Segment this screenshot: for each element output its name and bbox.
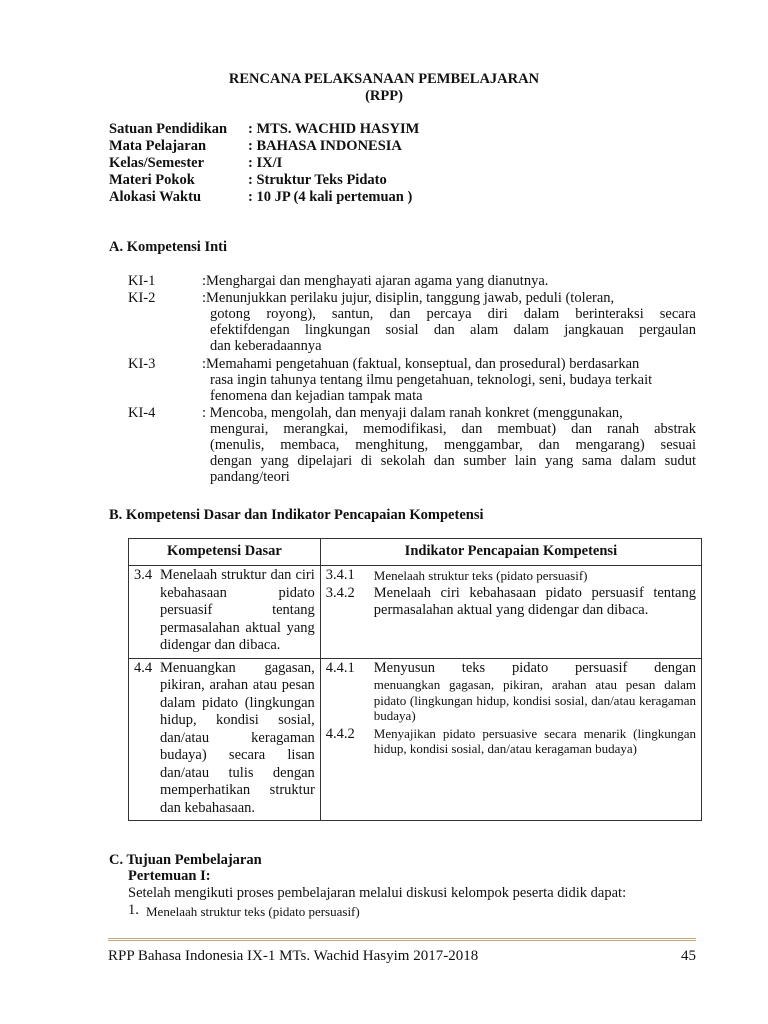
ki-line: mengurai, merangkai, memodifikasi, dan membuat) dan ranah abstrak: [210, 421, 696, 437]
indicator-item: [326, 726, 696, 757]
identity-label: Kelas/Semester: [109, 155, 205, 171]
ki-code: KI-1: [128, 273, 156, 289]
document-title: RENCANA PELAKSANAAN PEMBELAJARAN: [228, 71, 540, 87]
indicator-number: 3.4.1: [325, 567, 355, 583]
kd-cell: [129, 658, 321, 821]
identity-label: Alokasi Waktu: [109, 189, 202, 205]
table-header-kd: Kompetensi Dasar: [129, 539, 321, 566]
table-row: [129, 566, 702, 659]
ki-line: rasa ingin tahunya tentang ilmu pengetahuan, teknologi, seni, budaya terkait: [210, 372, 653, 388]
indicator-number: 4.4.1: [325, 659, 355, 676]
identity-value: : 10 JP (4 kali pertemuan ): [248, 189, 413, 205]
indicator-item-cont: [326, 677, 696, 724]
ki-line: efektifdengan lingkungan sosial dan alam dalam jangkauan pergaulan: [210, 322, 696, 338]
indicator-text: Menyajikan pidato persuasive secara menarik (lingkungan hidup, kondisi sosial, dan/atau keragaman budaya): [373, 725, 696, 756]
indicator-text: menuangkan gagasan, pikiran, arahan atau pesan dalam pidato (lingkungan hidup, kondisi sosial, dan/atau keragaman budaya): [373, 677, 696, 723]
document-subtitle: (RPP): [365, 88, 403, 104]
ki-line: :Menghargai dan menghayati ajaran agama yang dianutnya.: [202, 273, 549, 289]
indicator-text: Menyusun teks pidato persuasif dengan: [373, 659, 696, 676]
identity-value: : MTS. WACHID HASYIM: [248, 121, 420, 137]
ki-code: KI-3: [128, 356, 156, 372]
objective-intro: Setelah mengikuti proses pembelajaran melalui diskusi kelompok peserta didik dapat:: [128, 885, 627, 901]
page-number: 45: [681, 948, 696, 964]
indicator-item: [326, 585, 696, 620]
ki-line: dengan yang dipelajari di sekolah dan sumber lain yang sama dalam sudut: [210, 453, 696, 469]
ki-line: :Memahami pengetahuan (faktual, konseptual, dan prosedural) berdasarkan: [202, 356, 640, 372]
indicator-cell: [320, 658, 701, 821]
section-b-heading: B. Kompetensi Dasar dan Indikator Pencapaian Kompetensi: [109, 507, 484, 523]
section-c-heading: C. Tujuan Pembelajaran: [109, 852, 262, 868]
ki-line: (menulis, membaca, menghitung, menggambar, dan mengarang) sesuai: [210, 437, 696, 453]
table-header-indicator: Indikator Pencapaian Kompetensi: [320, 539, 701, 566]
identity-value: : Struktur Teks Pidato: [248, 172, 387, 188]
competency-table: [128, 538, 702, 821]
identity-label: Satuan Pendidikan: [109, 121, 228, 137]
objective-text: Menelaah struktur teks (pidato persuasif): [146, 904, 360, 919]
footer-text: RPP Bahasa Indonesia IX-1 MTs. Wachid Hasyim 2017-2018: [108, 948, 479, 964]
identity-value: : IX/I: [248, 155, 283, 171]
ki-line: pandang/teori: [210, 469, 290, 485]
identity-label: Materi Pokok: [109, 172, 195, 188]
ki-line: fenomena dan kejadian tampak mata: [210, 388, 423, 404]
ki-line: dan keberadaannya: [210, 338, 322, 354]
indicator-text: Menelaah ciri kebahasaan pidato persuasif tentang permasalahan aktual yang didengar dan dibaca.: [373, 584, 696, 618]
indicator-text: Menelaah struktur teks (pidato persuasif): [373, 568, 588, 583]
ki-line: : Mencoba, mengolah, dan menyaji dalam ranah konkret (menggunakan,: [202, 405, 623, 421]
section-a-heading: A. Kompetensi Inti: [109, 239, 228, 255]
ki-code: KI-2: [128, 290, 156, 306]
objective-number: 1.: [128, 902, 139, 918]
ki-line: :Menunjukkan perilaku jujur, disiplin, tanggung jawab, peduli (toleran,: [202, 290, 615, 306]
kd-text: Menuangkan gagasan, pikiran, arahan atau pesan dalam pidato (lingkungan hidup, kondisi sosial, dan/atau keragaman budaya) secara lisan dan/atau tulis dengan memperhatikan struktur dan kebahasaan.: [160, 659, 315, 816]
ki-line: gotong royong), santun, dan percaya diri dalam berinteraksi secara: [210, 306, 696, 322]
footer-rule: [108, 938, 696, 941]
kd-text: Menelaah struktur dan ciri kebahasaan pidato persuasif tentang permasalahan aktual yang didengar dan dibaca.: [160, 567, 315, 653]
kd-number: 4.4: [134, 659, 153, 676]
kd-number: 3.4: [134, 567, 153, 583]
ki-code: KI-4: [128, 405, 156, 421]
indicator-number: 4.4.2: [325, 725, 355, 742]
table-row: [129, 658, 702, 821]
identity-label: Mata Pelajaran: [109, 138, 207, 154]
meeting-heading: Pertemuan I:: [128, 868, 211, 884]
kd-cell: [129, 566, 321, 659]
indicator-cell: [320, 566, 701, 659]
indicator-item: [326, 567, 696, 585]
indicator-number: 3.4.2: [325, 584, 355, 601]
indicator-item: [326, 660, 696, 678]
identity-value: : BAHASA INDONESIA: [248, 138, 402, 154]
